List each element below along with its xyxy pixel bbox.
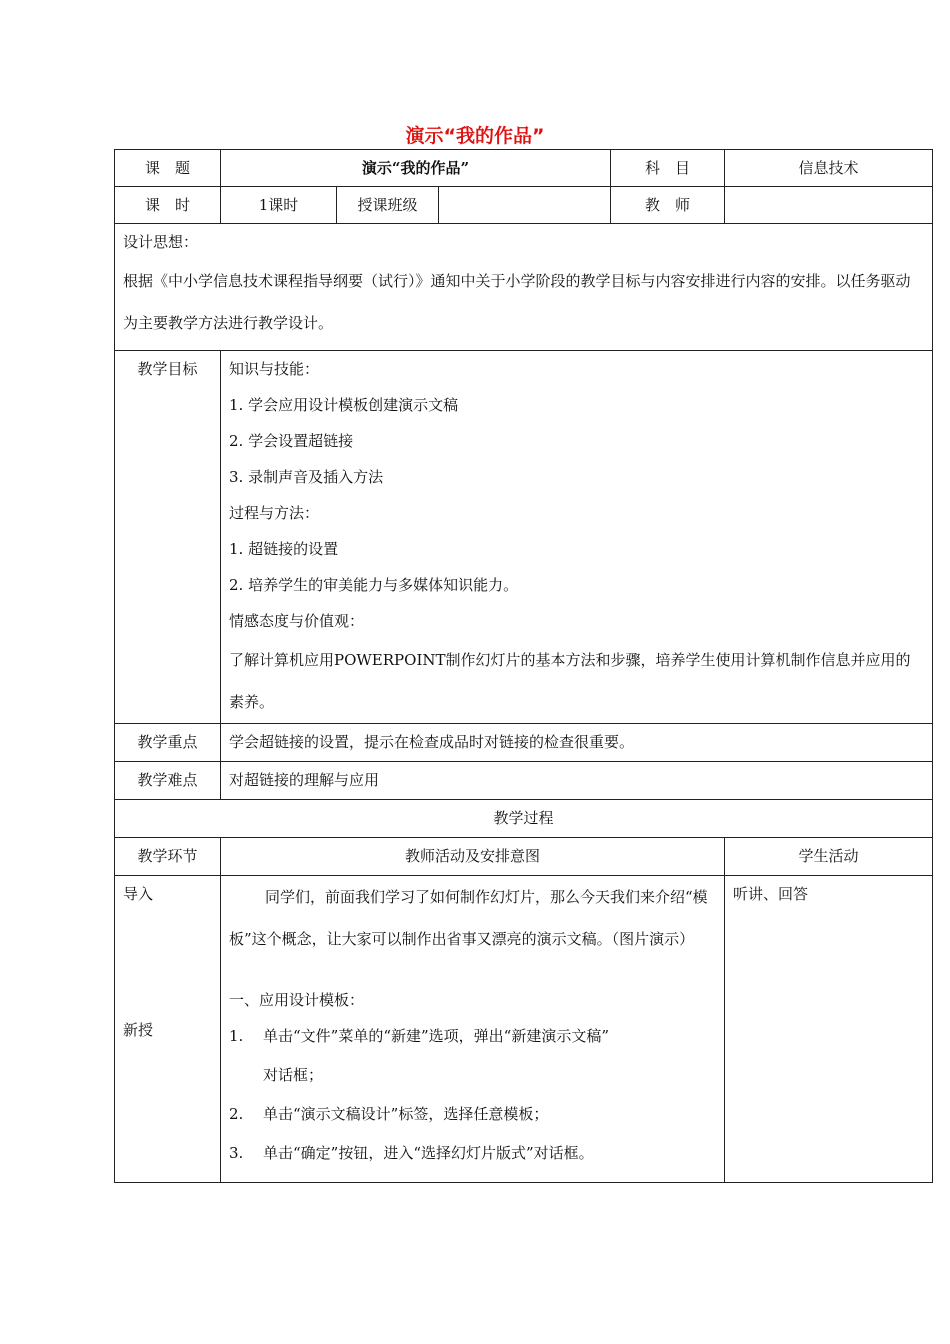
- col-student: 学生活动: [725, 838, 933, 876]
- process-title-row: [115, 800, 933, 838]
- step-item: [229, 1132, 716, 1174]
- intro-text: 同学们，前面我们学习了如何制作幻灯片，那么今天我们来介绍“模板”这个概念，让大家可以制作出省事又漂亮的演示文稿。（图片演示）: [229, 888, 708, 948]
- hours-label: 课 时: [115, 187, 221, 224]
- document-title: 演示“我的作品”: [405, 125, 545, 147]
- class-value: [439, 187, 611, 224]
- stage-new: 新授: [123, 1021, 154, 1039]
- header-row-2: [115, 187, 933, 224]
- key-point-label: 教学重点: [115, 724, 221, 762]
- subject-label: 科 目: [611, 150, 725, 187]
- process-content-row: [115, 876, 933, 1183]
- lesson-plan-table: [114, 149, 933, 1183]
- topic-label: 课 题: [115, 150, 221, 187]
- process-title: 过程与方法：: [229, 504, 320, 522]
- step-number: 2.: [229, 1105, 244, 1123]
- teacher-value: [725, 187, 933, 224]
- knowledge-item: 1. 学会应用设计模板创建演示文稿: [229, 396, 459, 414]
- key-point-text: 学会超链接的设置，提示在检查成品时对链接的检查很重要。: [221, 724, 933, 762]
- process-title: 教学过程: [115, 800, 933, 838]
- difficulty-text: 对超链接的理解与应用: [221, 762, 933, 800]
- design-label: 设计思想：: [123, 233, 199, 251]
- step-number: 3.: [229, 1144, 244, 1162]
- header-row-1: [115, 150, 933, 187]
- process-header-row: [115, 838, 933, 876]
- process-item: 1. 超链接的设置: [229, 540, 339, 558]
- topic-value: 演示“我的作品”: [221, 150, 611, 187]
- student-activity: 听讲、回答: [725, 876, 933, 1183]
- teacher-label: 教 师: [611, 187, 725, 224]
- design-row: [115, 224, 933, 351]
- goals-row: [115, 351, 933, 724]
- knowledge-item: 3. 录制声音及插入方法: [229, 468, 384, 486]
- knowledge-item: 2. 学会设置超链接: [229, 432, 354, 450]
- design-text: 根据《中小学信息技术课程指导纲要（试行）》通知中关于小学阶段的教学目标与内容安排进行内容的安排。以任务驱动为主要教学方法进行教学设计。: [123, 272, 911, 332]
- difficulty-label: 教学难点: [115, 762, 221, 800]
- col-stage: 教学环节: [115, 838, 221, 876]
- step-item: [229, 1018, 716, 1054]
- emotion-text: 了解计算机应用POWERPOINT制作幻灯片的基本方法和步骤，培养学生使用计算机制作信息并应用的素养。: [229, 651, 911, 711]
- stage-intro: 导入: [123, 885, 154, 903]
- step-continuation: 对话框；: [263, 1066, 324, 1084]
- subject-value: 信息技术: [725, 150, 933, 187]
- step-text: 单击“演示文稿设计”标签，选择任意模板；: [263, 1105, 549, 1123]
- step-item: [229, 1096, 716, 1132]
- key-point-row: [115, 724, 933, 762]
- process-item: 2. 培养学生的审美能力与多媒体知识能力。: [229, 576, 519, 594]
- class-label: 授课班级: [337, 187, 439, 224]
- goals-label: 教学目标: [115, 351, 221, 724]
- step-text: 单击“文件”菜单的“新建”选项，弹出“新建演示文稿”: [263, 1027, 610, 1045]
- hours-value: 1课时: [221, 187, 337, 224]
- emotion-title: 情感态度与价值观：: [229, 612, 365, 630]
- section-title: 一、应用设计模板：: [229, 991, 365, 1009]
- col-teacher: 教师活动及安排意图: [221, 838, 725, 876]
- knowledge-title: 知识与技能：: [229, 360, 320, 378]
- difficulty-row: [115, 762, 933, 800]
- step-text: 单击“确定”按钮，进入“选择幻灯片版式”对话框。: [263, 1144, 594, 1162]
- step-number: 1.: [229, 1027, 244, 1045]
